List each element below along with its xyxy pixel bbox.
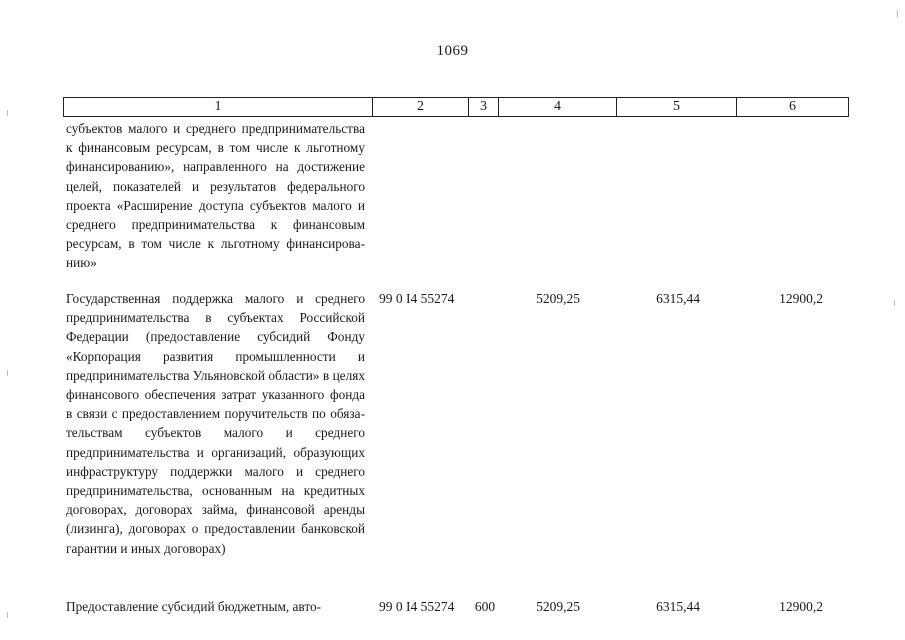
row-description: Государственная поддержка малого и среднего предпринимательства в субъектах Российской Федерации (предоставление субсидий Фонду «Корпорация развития промышленности и предпринимательства Ульяновской области» в целях финансового обеспечения затрат указанного фонда в связи с предоставлением поручительств по обязательствам субъектов малого и среднего предпринимательства и организаций, образующих инфраструктуру поддержки малого и среднего предпринимательства, основанным на кредитных договорах, договорах займа, финансовой аренды (лизинга), договорах о предоставлении банковской гарантии и иных договорах): [66, 291, 365, 556]
header-col-5: 5: [616, 98, 736, 116]
header-col-1: 1: [214, 99, 222, 114]
row-value-4: 5209,25: [536, 599, 580, 614]
header-col-2: 2: [372, 98, 468, 116]
row-expense-kind: 600: [474, 599, 496, 614]
scan-speck: [7, 110, 8, 116]
scan-speck: [894, 300, 895, 306]
row-value-6: 12900,2: [779, 599, 823, 614]
row-value-4: 5209,25: [536, 291, 580, 306]
row-target-code: 99 0 I4 55274: [379, 291, 455, 306]
row-value-5: 6315,44: [656, 291, 700, 306]
scan-speck: [7, 370, 8, 376]
row-description: субъектов малого и среднего предпринимательства к финансовым ресурсам, в том числе к льготному финансированию», направленного на достижение целей, показателей и результатов федерального проекта «Расширение доступа субъектов малого и среднего предпринимательства к финансовым ресурсам, в том числе к льготному финансированию»: [66, 121, 365, 271]
header-col-4: 4: [498, 98, 616, 116]
header-col-6: 6: [736, 98, 848, 116]
row-value-6: 12900,2: [779, 291, 823, 306]
table-header: [63, 97, 849, 117]
row-target-code: 99 0 I4 55274: [379, 599, 455, 614]
page-number: 1069: [436, 43, 469, 59]
row-description: Предоставление субсидий бюджетным, авто-: [66, 599, 322, 614]
scan-edge-mark: ⁝: [895, 9, 899, 20]
row-value-5: 6315,44: [656, 599, 700, 614]
header-col-3: 3: [468, 98, 498, 116]
scan-speck: [7, 612, 8, 618]
